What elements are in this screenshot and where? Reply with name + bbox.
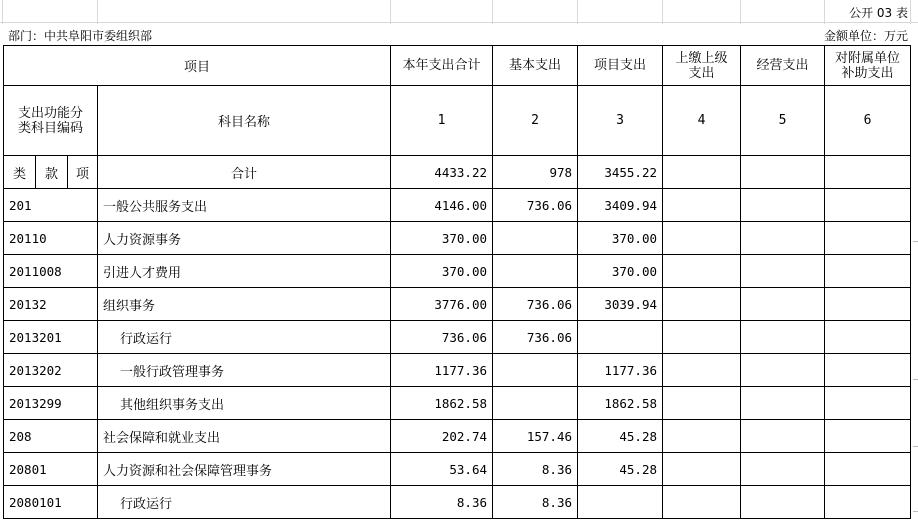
subject-name: 人力资源和社会保障管理事务 [98, 453, 391, 486]
subject-code: 2013299 [4, 387, 98, 420]
value-remit [663, 288, 741, 321]
total-value-4 [663, 156, 741, 189]
sheet-gridlines [0, 0, 918, 24]
total-value-3: 3455.22 [578, 156, 663, 189]
amount-unit-label: 金额单位：万元 [823, 29, 908, 43]
value-business [741, 189, 825, 222]
value-business [741, 486, 825, 519]
subject-code: 2013202 [4, 354, 98, 387]
subject-code: 2011008 [4, 255, 98, 288]
subject-name: 人力资源事务 [98, 222, 391, 255]
total-value-1: 4433.22 [391, 156, 493, 189]
value-basic: 8.36 [493, 486, 578, 519]
table-row [4, 453, 911, 486]
subject-code: 201 [4, 189, 98, 222]
department-label: 部门：中共阜阳市委组织部 [8, 29, 153, 43]
value-remit [663, 420, 741, 453]
subject-code: 20110 [4, 222, 98, 255]
value-subsidy [825, 486, 911, 519]
value-business [741, 420, 825, 453]
total-value-6 [825, 156, 911, 189]
total-value-5 [741, 156, 825, 189]
table-row [4, 189, 911, 222]
value-total: 1177.36 [391, 354, 493, 387]
table-row [4, 420, 911, 453]
value-business [741, 288, 825, 321]
table-row [4, 387, 911, 420]
value-project: 370.00 [578, 222, 663, 255]
value-basic: 8.36 [493, 453, 578, 486]
sheet-tick [913, 241, 918, 242]
subject-name: 行政运行 [98, 486, 391, 519]
value-remit [663, 354, 741, 387]
value-business [741, 387, 825, 420]
col-number-1: 1 [391, 86, 493, 156]
value-project: 370.00 [578, 255, 663, 288]
value-subsidy [825, 420, 911, 453]
col-header-4: 上缴上级支出 [663, 46, 741, 86]
value-subsidy [825, 288, 911, 321]
table-row [4, 222, 911, 255]
subject-name: 社会保障和就业支出 [98, 420, 391, 453]
col-header-1: 本年支出合计 [391, 46, 493, 86]
sheet-tick [913, 446, 918, 447]
subject-name: 其他组织事务支出 [98, 387, 391, 420]
value-total: 370.00 [391, 222, 493, 255]
value-subsidy [825, 321, 911, 354]
value-project [578, 486, 663, 519]
value-project: 1862.58 [578, 387, 663, 420]
col-header-2: 基本支出 [493, 46, 578, 86]
value-basic: 736.06 [493, 288, 578, 321]
value-remit [663, 486, 741, 519]
col-number-2: 2 [493, 86, 578, 156]
value-business [741, 255, 825, 288]
table-row [4, 354, 911, 387]
subject-name: 组织事务 [98, 288, 391, 321]
subject-code: 20132 [4, 288, 98, 321]
sheet-tick [913, 379, 918, 380]
subject-name: 行政运行 [98, 321, 391, 354]
value-subsidy [825, 222, 911, 255]
col-number-4: 4 [663, 86, 741, 156]
expenditure-table [3, 45, 911, 519]
xiang-header: 项 [68, 156, 98, 189]
value-subsidy [825, 255, 911, 288]
header-row-numbers [4, 86, 911, 156]
value-business [741, 453, 825, 486]
value-total: 1862.58 [391, 387, 493, 420]
value-total: 736.06 [391, 321, 493, 354]
table-row [4, 486, 911, 519]
value-total: 370.00 [391, 255, 493, 288]
subject-name: 引进人才费用 [98, 255, 391, 288]
total-value-2: 978 [493, 156, 578, 189]
subject-code: 20801 [4, 453, 98, 486]
value-project: 45.28 [578, 453, 663, 486]
lei-header: 类 [4, 156, 36, 189]
value-basic [493, 255, 578, 288]
form-number: 公开 03 表 [849, 6, 908, 20]
value-remit [663, 321, 741, 354]
value-remit [663, 189, 741, 222]
value-subsidy [825, 354, 911, 387]
item-header: 项目 [4, 46, 391, 86]
value-remit [663, 222, 741, 255]
value-basic [493, 387, 578, 420]
table-row [4, 288, 911, 321]
col-number-3: 3 [578, 86, 663, 156]
subject-name: 一般行政管理事务 [98, 354, 391, 387]
sheet-tick [913, 511, 918, 512]
value-total: 8.36 [391, 486, 493, 519]
col-header-6: 对附属单位补助支出 [825, 46, 911, 86]
value-project: 3409.94 [578, 189, 663, 222]
col-number-5: 5 [741, 86, 825, 156]
code-header: 支出功能分类科目编码 [4, 86, 98, 156]
table-row [4, 255, 911, 288]
value-basic [493, 354, 578, 387]
subject-code: 2080101 [4, 486, 98, 519]
value-total: 53.64 [391, 453, 493, 486]
value-subsidy [825, 453, 911, 486]
total-label: 合计 [98, 156, 391, 189]
value-project: 1177.36 [578, 354, 663, 387]
value-remit [663, 453, 741, 486]
value-project [578, 321, 663, 354]
value-business [741, 354, 825, 387]
subject-name: 一般公共服务支出 [98, 189, 391, 222]
total-row [4, 156, 911, 189]
value-basic: 736.06 [493, 321, 578, 354]
value-remit [663, 255, 741, 288]
value-basic: 157.46 [493, 420, 578, 453]
value-basic: 736.06 [493, 189, 578, 222]
header-row-titles [4, 46, 911, 86]
value-project: 3039.94 [578, 288, 663, 321]
value-total: 3776.00 [391, 288, 493, 321]
subject-code: 208 [4, 420, 98, 453]
value-subsidy [825, 387, 911, 420]
name-header: 科目名称 [98, 86, 391, 156]
value-total: 202.74 [391, 420, 493, 453]
value-business [741, 222, 825, 255]
col-header-3: 项目支出 [578, 46, 663, 86]
col-number-6: 6 [825, 86, 911, 156]
value-business [741, 321, 825, 354]
col-header-5: 经营支出 [741, 46, 825, 86]
value-total: 4146.00 [391, 189, 493, 222]
value-project: 45.28 [578, 420, 663, 453]
kuan-header: 款 [36, 156, 68, 189]
subject-code: 2013201 [4, 321, 98, 354]
value-subsidy [825, 189, 911, 222]
value-remit [663, 387, 741, 420]
table-row [4, 321, 911, 354]
value-basic [493, 222, 578, 255]
